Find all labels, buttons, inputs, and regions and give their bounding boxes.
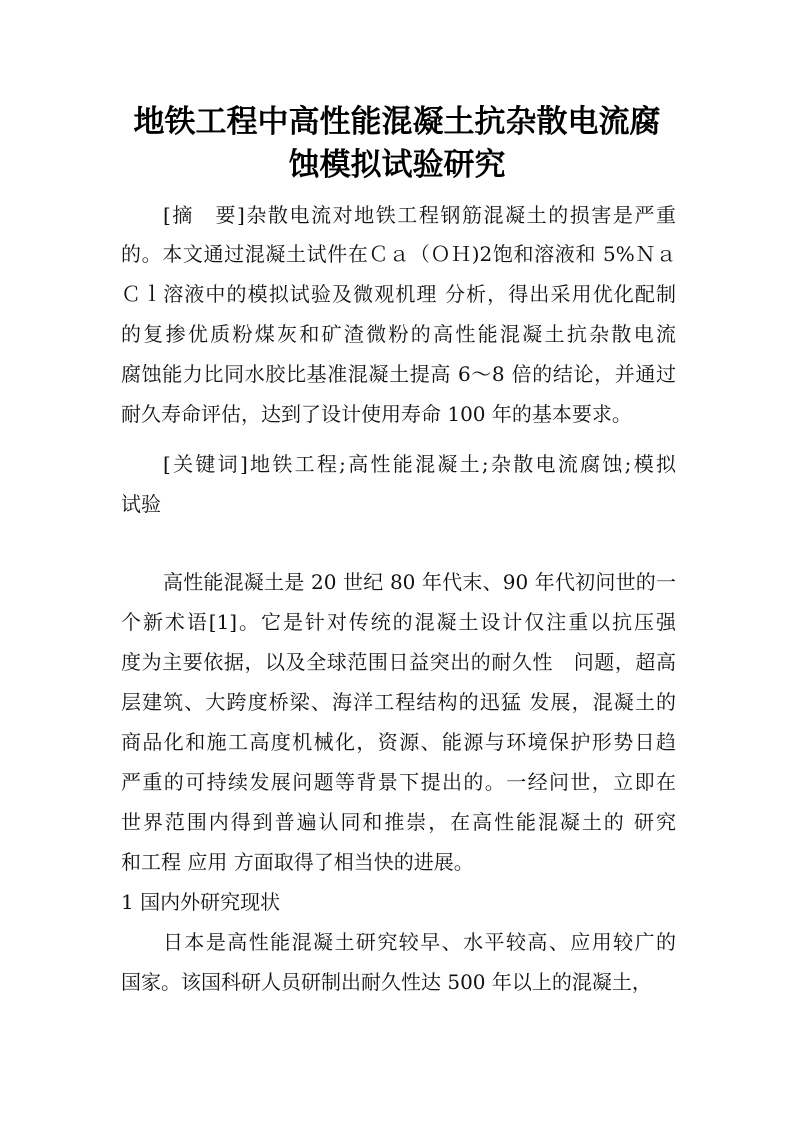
section-line-2: 国家。该国科研人员研制出耐久性达 500 年以上的混凝土， xyxy=(121,970,652,994)
intro-line-2: 个新术语[1]。它是针对传统的混凝土设计仅注重以抗压强 xyxy=(121,610,676,634)
abstract-line-5: 腐蚀能力比同水胶比基准混凝土提高 6～8 倍的结论，并通过 xyxy=(121,362,676,386)
keywords-line-2: 试验 xyxy=(121,492,161,516)
keywords-line-1: [关键词]地铁工程;高性能混凝土;杂散电流腐蚀;模拟 xyxy=(163,452,676,476)
document-title-line-1: 地铁工程中高性能混凝土抗杂散电流腐 xyxy=(133,104,661,140)
intro-line-3: 度为主要依据，以及全球范围日益突出的耐久性 问题，超高 xyxy=(121,650,676,674)
abstract-line-2: 的。本文通过混凝土试件在Ｃａ（ＯＨ)2饱和溶液和 5%Ｎａ xyxy=(121,242,676,266)
abstract-line-4: 的复掺优质粉煤灰和矿渣微粉的高性能混凝土抗杂散电流 xyxy=(121,322,676,346)
document-title-line-2: 蚀模拟试验研究 xyxy=(288,147,506,183)
intro-line-6: 严重的可持续发展问题等背景下提出的。一经问世，立即在 xyxy=(121,770,676,794)
intro-line-4: 层建筑、大跨度桥梁、海洋工程结构的迅猛 发展，混凝土的 xyxy=(121,690,676,714)
intro-line-8: 和工程 应用 方面取得了相当快的进展。 xyxy=(121,850,474,874)
intro-line-1: 高性能混凝土是 20 世纪 80 年代末、90 年代初问世的一 xyxy=(163,570,676,594)
abstract-line-1: [摘 要]杂散电流对地铁工程钢筋混凝土的损害是严重 xyxy=(163,203,676,227)
section-line-1: 日本是高性能混凝土研究较早、水平较高、应用较广的 xyxy=(163,930,676,954)
abstract-line-6: 耐久寿命评估，达到了设计使用寿命 100 年的基本要求。 xyxy=(121,402,632,426)
intro-line-5: 商品化和施工高度机械化，资源、能源与环境保护形势日趋 xyxy=(121,730,676,754)
intro-line-7: 世界范围内得到普遍认同和推崇，在高性能混凝土的 研究 xyxy=(121,810,676,834)
abstract-line-3: Ｃｌ溶液中的模拟试验及微观机理 分析，得出采用优化配制 xyxy=(121,282,676,306)
section-heading: 1 国内外研究现状 xyxy=(121,890,281,914)
